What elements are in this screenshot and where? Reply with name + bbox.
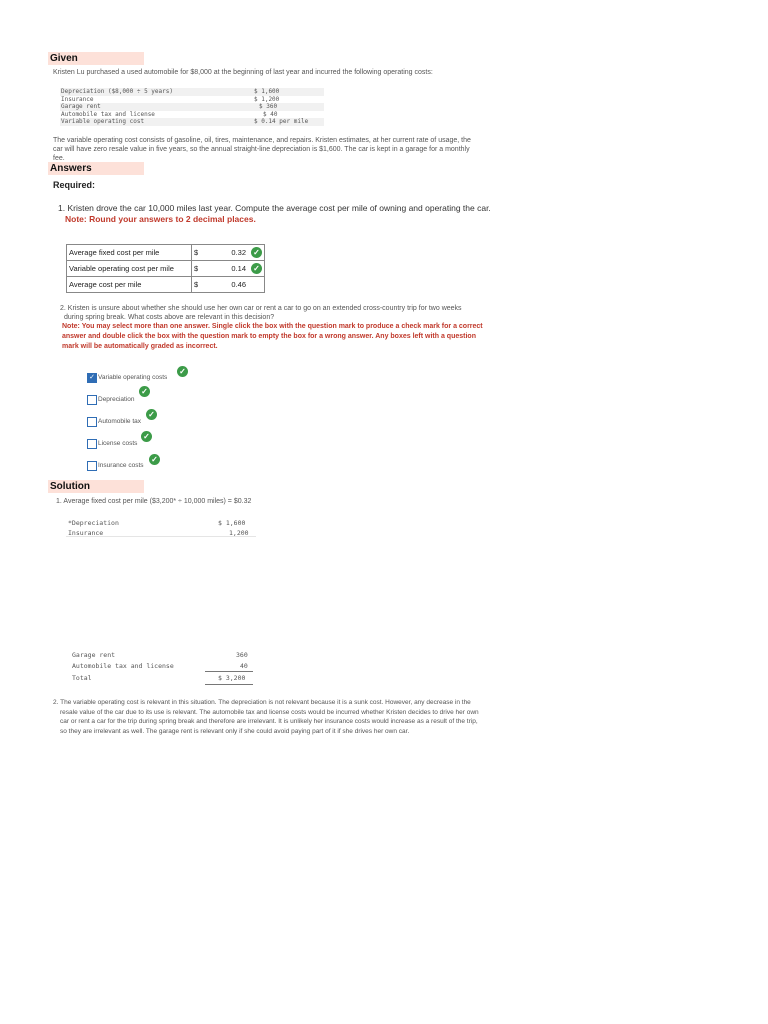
solution-value: 360 — [236, 651, 248, 659]
checkmark-icon: ✓ — [139, 386, 150, 397]
required-label: Required: — [53, 180, 96, 190]
cost-row — [60, 96, 324, 104]
checkmark-icon: ✓ — [251, 263, 262, 274]
cost-value: $ 360 — [259, 103, 278, 110]
average-cost-table — [66, 244, 265, 293]
solution-paragraph-line: resale value of the car due to its use is relevant. The automobile tax and license costs would be incurred whether Kristen decides to drive her own — [60, 708, 479, 716]
given-heading: Given — [48, 52, 144, 65]
checkbox-icon[interactable] — [87, 461, 97, 471]
solution-value: 40 — [240, 662, 248, 670]
question-2-note-line: Note: You may select more than one answer. Single click the box with the question mark to produce a check mark for a correct — [62, 323, 483, 330]
checkbox-checked-icon[interactable]: ✓ — [87, 373, 97, 383]
checkmark-icon: ✓ — [177, 366, 188, 377]
currency-symbol: $ — [192, 245, 215, 261]
answer-input[interactable] — [214, 245, 265, 261]
checkbox-icon[interactable] — [87, 439, 97, 449]
solution-label: *Depreciation — [68, 519, 119, 527]
solution-value: $ 3,200 — [218, 674, 246, 682]
question-2-note-line: mark will be automatically graded as incorrect. — [62, 343, 218, 350]
checkmark-icon: ✓ — [149, 454, 160, 465]
solution-label: Insurance — [68, 529, 104, 536]
currency-symbol: $ — [192, 277, 215, 293]
option-label: Variable operating costs — [98, 374, 168, 381]
solution-paragraph-line: so they are irrelevant as well. The garage rent is relevant only if she could avoid paying part of it if she drives her own car. — [60, 727, 410, 735]
cost-value: $ 0.14 per mile — [254, 118, 309, 125]
given-intro: Kristen Lu purchased a used automobile for $8,000 at the beginning of last year and incurred the following operating costs: — [53, 69, 433, 76]
cost-label: Variable operating cost — [61, 118, 145, 125]
row-label: Average cost per mile — [67, 277, 192, 293]
option-label: License costs — [98, 440, 138, 447]
solution-label: Total — [72, 674, 92, 682]
answer-value: 0.46 — [231, 280, 246, 289]
cost-row — [60, 88, 324, 96]
option-label: Insurance costs — [98, 462, 144, 469]
checkmark-icon: ✓ — [251, 247, 262, 258]
given-paragraph-line: car will have zero resale value in five years, so the annual straight-line depreciation is $1,600. The car is kept in a garage for a monthly — [53, 146, 470, 153]
option-label: Depreciation — [98, 396, 135, 403]
cost-value: $ 1,200 — [254, 95, 280, 103]
solution-value: $ 1,600 — [218, 519, 246, 527]
row-label: Average fixed cost per mile — [67, 245, 192, 261]
checkbox-icon[interactable] — [87, 417, 97, 427]
cost-row — [60, 118, 324, 126]
checkmark-icon: ✓ — [146, 409, 157, 420]
question-1-note: Note: Round your answers to 2 decimal places. — [65, 214, 256, 224]
answer-value: 0.32 — [231, 248, 246, 257]
solution-paragraph-line: 2. The variable operating cost is relevant in this situation. The depreciation is not relevant because it is a sunk cost. However, any decrease in the — [53, 699, 471, 706]
table-row — [67, 261, 265, 277]
question-2-line: during spring break. What costs above are relevant in this decision? — [64, 314, 275, 321]
question-1: 1. Kristen drove the car 10,000 miles last year. Compute the average cost per mile of owning and operating the car. — [58, 203, 491, 213]
cost-label: Insurance — [61, 95, 94, 103]
solution-value: 1,200 — [229, 529, 249, 536]
solution-label: Garage rent — [72, 651, 116, 659]
given-paragraph-line: fee. — [53, 155, 65, 162]
question-2-line: 2. Kristen is unsure about whether she should use her own car or rent a car to go on an extended cross-country trip for two weeks — [60, 305, 462, 312]
cost-row — [60, 103, 324, 111]
cost-label: Garage rent — [61, 103, 101, 110]
answer-input[interactable] — [214, 277, 265, 293]
currency-symbol: $ — [192, 261, 215, 277]
cost-value: $ 40 — [263, 110, 278, 118]
solution-line-1: 1. Average fixed cost per mile ($3,200* ÷ 10,000 miles) = $0.32 — [56, 498, 252, 505]
cost-value: $ 1,600 — [254, 88, 280, 95]
solution-heading: Solution — [48, 480, 144, 493]
cost-label: Automobile tax and license — [61, 110, 155, 118]
checkmark-icon: ✓ — [141, 431, 152, 442]
answers-heading: Answers — [48, 162, 144, 175]
given-paragraph-line: The variable operating cost consists of gasoline, oil, tires, maintenance, and repairs. Kristen estimates, at her current rate of usage, the — [53, 137, 471, 144]
answer-value: 0.14 — [231, 264, 246, 273]
solution-label: Automobile tax and license — [72, 662, 174, 670]
answer-input[interactable] — [214, 261, 265, 277]
table-row — [67, 277, 265, 293]
option-label: Automobile tax — [98, 418, 141, 425]
question-2-note-line: answer and double click the box with the question mark to empty the box for a wrong answer. Any boxes left with a question — [62, 333, 476, 340]
cost-label: Depreciation ($8,000 ÷ 5 years) — [61, 88, 173, 95]
total-rule — [205, 684, 253, 685]
solution-paragraph-line: car or rent a car for the trip during spring break and therefore are irrelevant. It is unlikely her insurance costs would increase as a result of the trip, — [60, 718, 478, 725]
table-row — [67, 245, 265, 261]
cost-row — [60, 111, 324, 119]
divider — [66, 536, 256, 537]
total-rule — [205, 671, 253, 672]
row-label: Variable operating cost per mile — [67, 261, 192, 277]
checkbox-icon[interactable] — [87, 395, 97, 405]
